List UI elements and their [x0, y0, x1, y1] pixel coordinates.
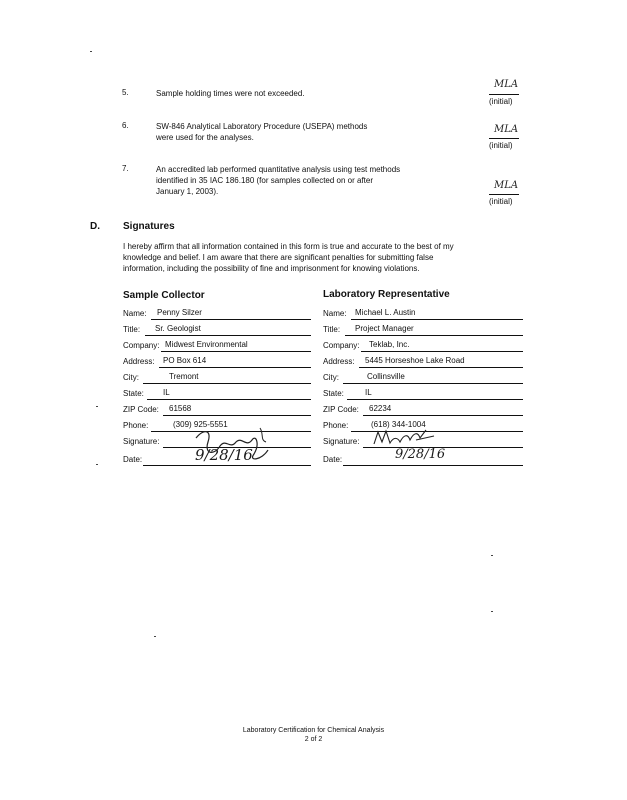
section-letter: D.: [90, 221, 100, 232]
lab-company-field[interactable]: Teklab, Inc.: [369, 340, 410, 349]
lab-city-field[interactable]: Collinsville: [367, 372, 405, 381]
initial-line: [489, 194, 519, 195]
collector-phone-field[interactable]: (309) 925-5551: [173, 420, 228, 429]
lab-phone-row: Phone: (618) 344-1004: [323, 421, 523, 432]
collector-company-row: Company: Midwest Environmental: [123, 341, 311, 352]
scan-speck: [96, 464, 98, 465]
collector-signature-row: Signature:: [123, 437, 311, 448]
initial-line: [489, 138, 519, 139]
collector-title-row: Title: Sr. Geologist: [123, 325, 311, 336]
lab-title-field[interactable]: Project Manager: [355, 324, 414, 333]
lab-address-row: Address: 5445 Horseshoe Lake Road: [323, 357, 523, 368]
lab-state-row: State: IL: [323, 389, 523, 400]
section-title: Signatures: [123, 221, 175, 232]
lab-address-field[interactable]: 5445 Horseshoe Lake Road: [365, 356, 465, 365]
collector-date-field[interactable]: 9/28/16: [195, 446, 253, 464]
item-text: SW-846 Analytical Laboratory Procedure (USEPA) methods were used for the analyses.: [156, 122, 368, 142]
collector-name-row: Name: Penny Silzer: [123, 309, 311, 320]
item-number: 6.: [122, 121, 129, 130]
lab-signature-scrawl: [370, 426, 440, 450]
collector-city-row: City: Tremont: [123, 373, 311, 384]
footer-title: Laboratory Certification for Chemical Analysis: [242, 727, 385, 734]
initial-mark: MLA: [494, 180, 519, 191]
lab-zip-field[interactable]: 62234: [369, 404, 392, 413]
item-text: An accredited lab performed quantitative analysis using test methods identified in 35 IAC 186.180 (for samples collected on or after January 1, 2003).: [156, 165, 401, 196]
scan-speck: [491, 611, 493, 612]
scan-speck: [491, 555, 493, 556]
collector-phone-row: Phone: (309) 925-5551: [123, 421, 311, 432]
collector-state-field[interactable]: IL: [163, 388, 170, 397]
initial-label: (initial): [489, 97, 513, 106]
lab-city-row: City: Collinsville: [323, 373, 523, 384]
scan-speck: [154, 636, 156, 637]
collector-name-field[interactable]: Penny Silzer: [157, 308, 202, 317]
lab-title-row: Title: Project Manager: [323, 325, 523, 336]
item-text: Sample holding times were not exceeded.: [156, 89, 305, 98]
initial-mark: MLA: [494, 79, 519, 90]
collector-address-field[interactable]: PO Box 614: [163, 356, 207, 365]
initial-label: (initial): [489, 141, 513, 150]
scan-speck: [96, 406, 98, 407]
lab-date-field[interactable]: 9/28/16: [395, 447, 446, 462]
scan-speck: [90, 51, 92, 52]
collector-zip-field[interactable]: 61568: [169, 404, 192, 413]
initial-label: (initial): [489, 197, 513, 206]
affirmation-paragraph: I hereby affirm that all information contained in this form is true and accurate to the best of my knowledge and belief. I am aware that there are significant penalties for submitting false information, including the possibility of fine and imprisonment for knowing violations.: [123, 242, 454, 273]
collector-address-row: Address: PO Box 614: [123, 357, 311, 368]
collector-city-field[interactable]: Tremont: [169, 372, 199, 381]
collector-date-row: Date: 9/28/16: [123, 455, 311, 466]
lab-name-row: Name: Michael L. Austin: [323, 309, 523, 320]
lab-company-row: Company: Teklab, Inc.: [323, 341, 523, 352]
sample-collector-heading: Sample Collector: [123, 290, 205, 301]
collector-zip-row: ZIP Code: 61568: [123, 405, 311, 416]
initial-mark: MLA: [494, 124, 519, 135]
lab-rep-heading: Laboratory Representative: [323, 289, 450, 300]
item-number: 5.: [122, 88, 129, 97]
collector-state-row: State: IL: [123, 389, 311, 400]
lab-date-row: Date: 9/28/16: [323, 455, 523, 466]
item-number: 7.: [122, 164, 129, 173]
lab-phone-field[interactable]: (618) 344-1004: [371, 420, 426, 429]
footer-page-number: 2 of 2: [304, 736, 323, 743]
initial-line: [489, 94, 519, 95]
collector-signature-scrawl: [190, 420, 290, 470]
lab-state-field[interactable]: IL: [365, 388, 372, 397]
collector-company-field[interactable]: Midwest Environmental: [165, 340, 248, 349]
lab-name-field[interactable]: Michael L. Austin: [355, 308, 416, 317]
collector-title-field[interactable]: Sr. Geologist: [155, 324, 201, 333]
lab-signature-row: Signature:: [323, 437, 523, 448]
lab-zip-row: ZIP Code: 62234: [323, 405, 523, 416]
